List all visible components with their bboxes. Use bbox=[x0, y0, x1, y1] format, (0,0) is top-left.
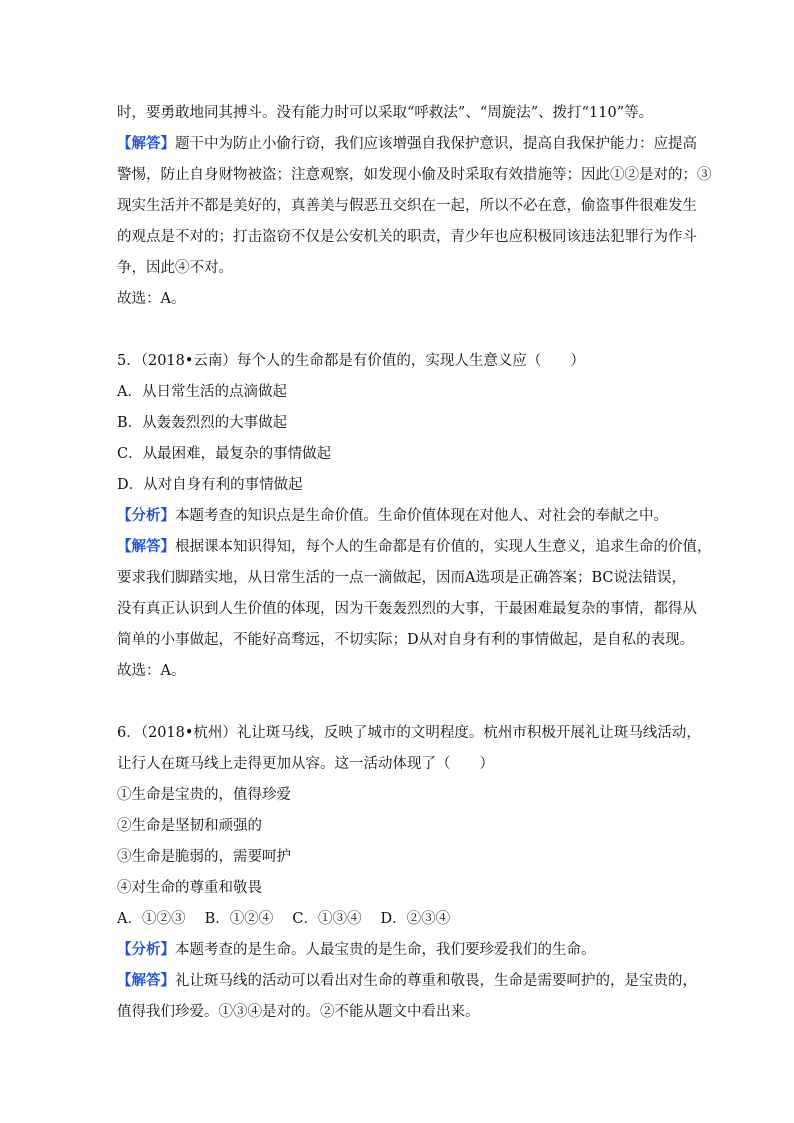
document-page bbox=[117, 98, 712, 1028]
q5-option-a: A．从日常生活的点滴做起 bbox=[117, 384, 287, 400]
q5-option-d: D．从对自身有利的事情做起 bbox=[117, 477, 303, 493]
analysis-text: 本题考查的是生命。人最宝贵的是生命，我们要珍爱我们的生命。 bbox=[175, 942, 596, 958]
q5-conclusion: 故选：A。 bbox=[117, 663, 186, 679]
answer-tag: 【解答】 bbox=[117, 539, 175, 555]
q6-choices: A．①②③ B．①②④ C．①③④ D．②③④ bbox=[117, 911, 451, 927]
q6-statement-1: ①生命是宝贵的，值得珍爱 bbox=[117, 787, 291, 803]
q4-answer-line: 现实生活并不都是美好的，真善美与假恶丑交织在一起，所以不必在意，偷盗事件很难发生 bbox=[117, 198, 697, 214]
q5-answer-line: 要求我们脚踏实地，从日常生活的一点一滴做起，因而A选项是正确答案；BC说法错误， bbox=[117, 570, 686, 586]
q5-answer-line: 没有真正认识到人生价值的体现，因为干轰轰烈烈的大事，干最困难最复杂的事情，都得从 bbox=[117, 601, 697, 617]
q6-analysis-line bbox=[117, 935, 687, 966]
answer-text: 题干中为防止小偷行窃，我们应该增强自我保护意识，提高自我保护能力：应提高 bbox=[175, 136, 697, 152]
q5-option-c: C．从最困难，最复杂的事情做起 bbox=[117, 446, 332, 462]
q4-answer-line: 的观点是不对的；打击盗窃不仅是公安机关的职责，青少年也应积极同该违法犯罪行为作斗 bbox=[117, 229, 697, 245]
q4-answer-line bbox=[117, 129, 697, 160]
q5-answer-line bbox=[117, 532, 712, 563]
q4-answer-line: 警惕，防止自身财物被盗；注意观察，如发现小偷及时采取有效措施等；因此①②是对的；③ bbox=[117, 167, 712, 183]
spacer bbox=[117, 315, 687, 346]
q4-conclusion: 故选：A。 bbox=[117, 291, 186, 307]
analysis-tag: 【分析】 bbox=[117, 942, 175, 958]
analysis-text: 本题考查的知识点是生命价值。生命价值体现在对他人、对社会的奉献之中。 bbox=[175, 508, 668, 524]
q6-answer-line bbox=[117, 966, 697, 997]
answer-text: 礼让斑马线的活动可以看出对生命的尊重和敬畏，生命是需要呵护的，是宝贵的， bbox=[175, 973, 697, 989]
q4-tail-line: 时，要勇敢地同其搏斗。没有能力时可以采取“呼救法”、“周旋法”、拨打“110”等。 bbox=[117, 105, 654, 121]
q6-stem: 让行人在斑马线上走得更加从容。这一活动体现了（ ） bbox=[117, 756, 494, 772]
q6-answer-line: 值得我们珍爱。①③④是对的。②不能从题文中看出来。 bbox=[117, 1004, 480, 1020]
answer-tag: 【解答】 bbox=[117, 973, 175, 989]
q6-stem: 6．（2018•杭州）礼让斑马线，反映了城市的文明程度。杭州市积极开展礼让斑马线活动， bbox=[117, 725, 701, 741]
q6-statement-4: ④对生命的尊重和敬畏 bbox=[117, 880, 262, 896]
q5-stem: 5．（2018•云南）每个人的生命都是有价值的，实现人生意义应（ ） bbox=[117, 353, 585, 369]
q4-answer-line: 争，因此④不对。 bbox=[117, 260, 233, 276]
analysis-tag: 【分析】 bbox=[117, 508, 175, 524]
q5-answer-line: 简单的小事做起，不能好高骛远，不切实际；D从对自身有利的事情做起，是自私的表现。 bbox=[117, 632, 695, 648]
answer-tag: 【解答】 bbox=[117, 136, 175, 152]
q5-analysis-line bbox=[117, 501, 687, 532]
spacer bbox=[117, 687, 687, 718]
q6-statement-2: ②生命是坚韧和顽强的 bbox=[117, 818, 262, 834]
answer-text: 根据课本知识得知，每个人的生命都是有价值的，实现人生意义，追求生命的价值， bbox=[175, 539, 712, 555]
q5-option-b: B．从轰轰烈烈的大事做起 bbox=[117, 415, 288, 431]
q6-statement-3: ③生命是脆弱的，需要呵护 bbox=[117, 849, 291, 865]
